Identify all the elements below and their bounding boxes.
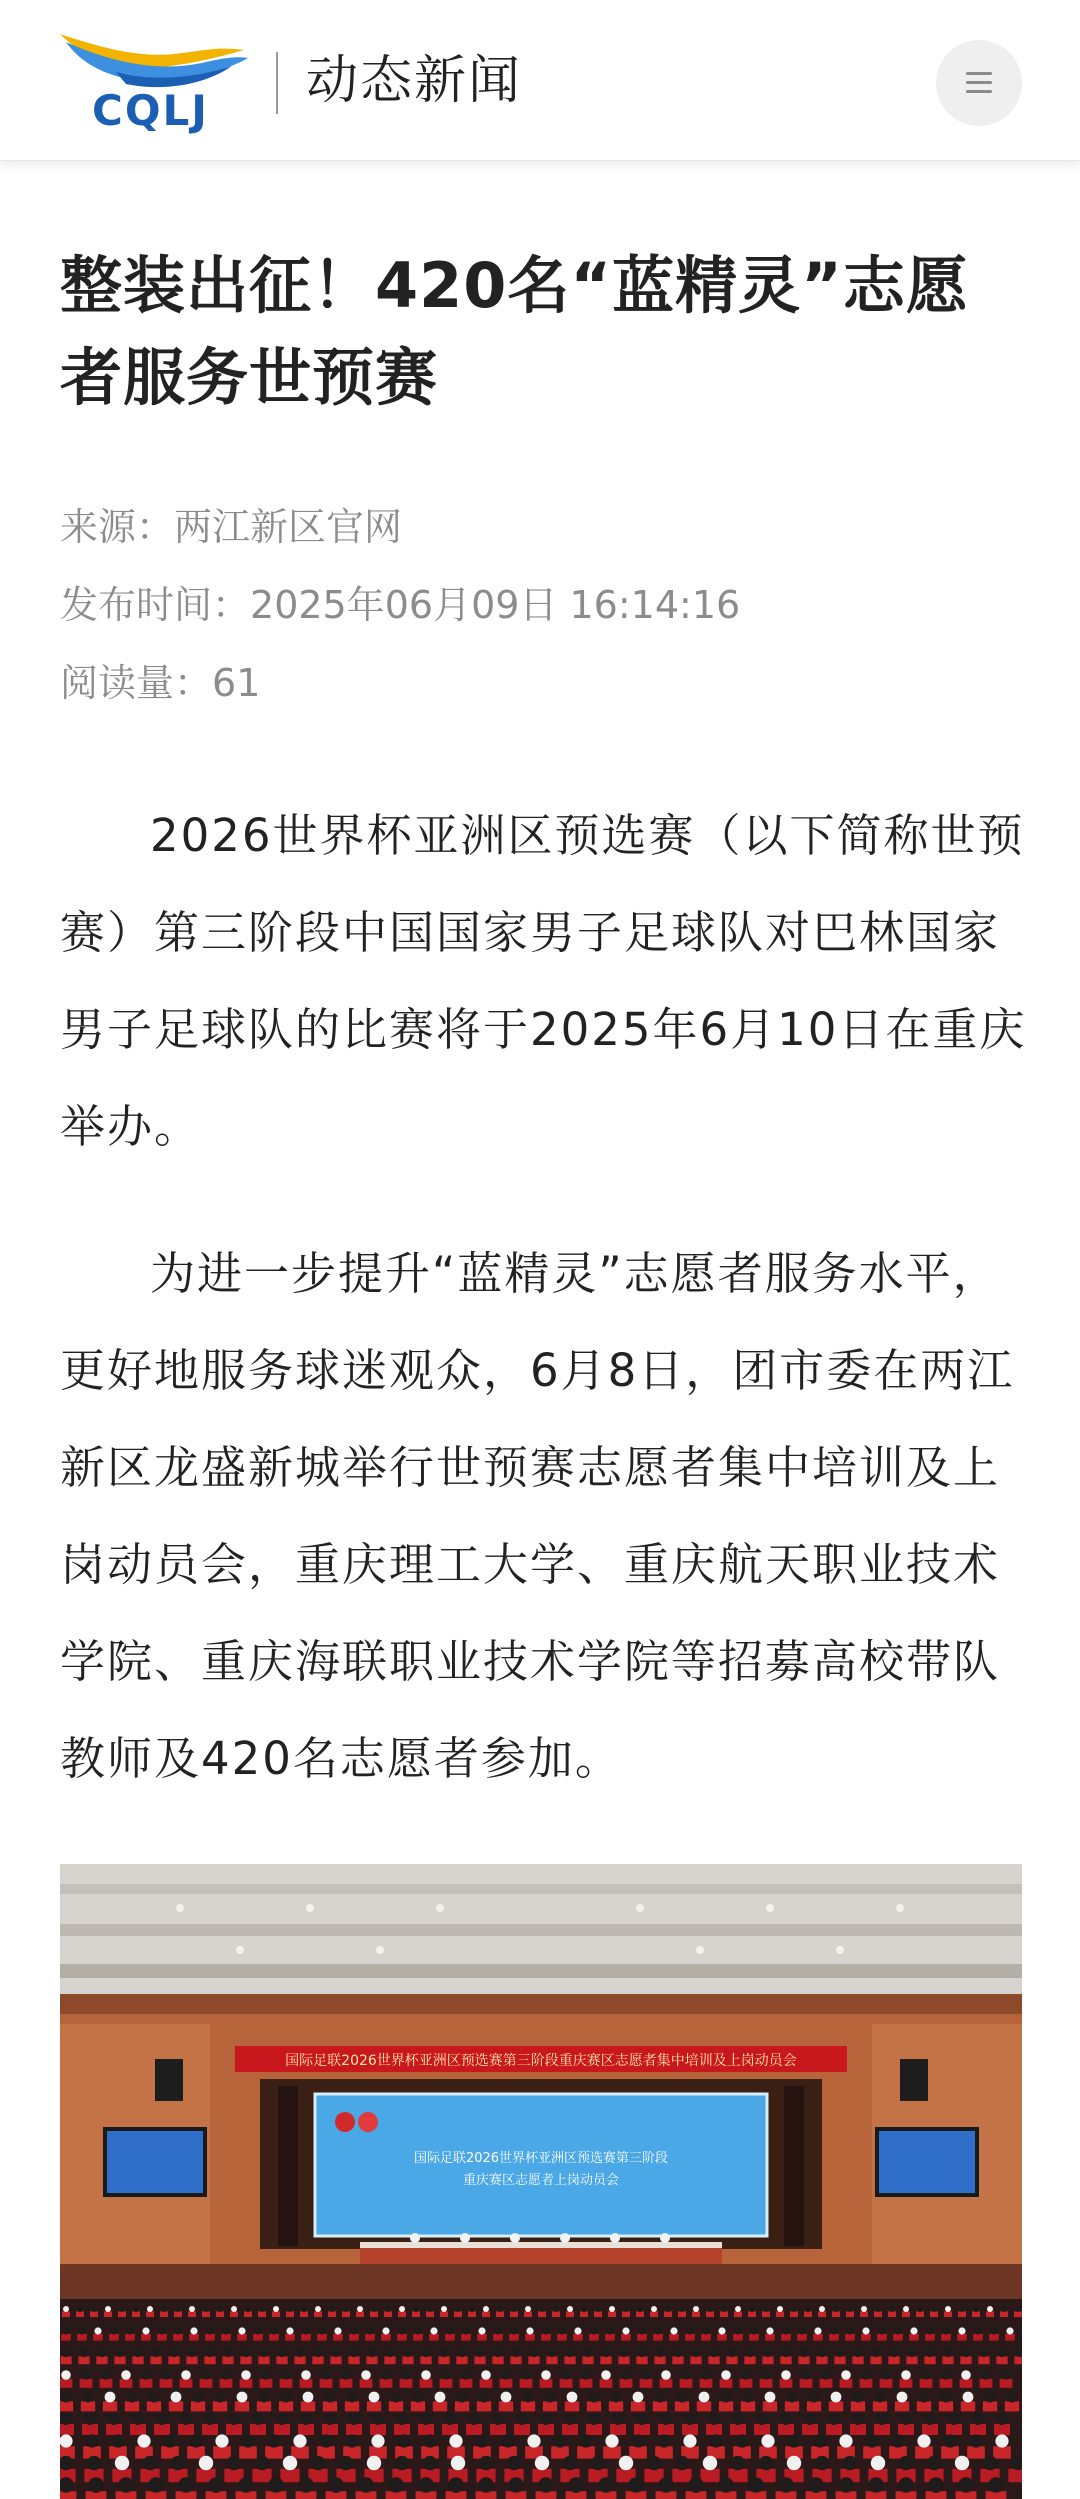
top-header [0,0,1080,161]
site-logo[interactable] [56,28,252,136]
article-title: 整装出征！420名“蓝精灵”志愿者服务世预赛 [60,249,969,414]
source-label: 来源： [60,505,175,549]
menu-button[interactable] [936,40,1022,126]
article-publish-time [60,580,740,630]
read-count-value: 61 [212,661,261,705]
screen-line-1: 国际足联2026世界杯亚洲区预选赛第三阶段 [413,2151,669,2166]
article-paragraph: 为进一步提升“蓝精灵”志愿者服务水平，更好地服务球迷观众，6月8日，团市委在两江新区龙盛新城举行世预赛志愿者集中培训及上岗动员会，重庆理工大学、重庆航天职业技术学院、重庆海联职业技术学院等招募高校带队教师及420名志愿者参加。 [60,1247,1015,1785]
publish-time-value: 2025年06月09日 16:14:16 [250,583,741,627]
article-photo[interactable] [60,1864,1022,2499]
banner-text: 国际足联2026世界杯亚洲区预选赛第三阶段重庆赛区志愿者集中培训及上岗动员会 [285,2053,797,2069]
logo-text: CQLJ [92,86,209,135]
article-paragraph: 2026世界杯亚洲区预选赛（以下简称世预赛）第三阶段中国国家男子足球队对巴林国家男子足球队的比赛将于2025年6月10日在重庆举办。 [60,809,1027,1153]
section-title[interactable]: 动态新闻 [306,51,523,111]
auditorium-photo [60,1864,1022,2499]
article-source [60,502,402,552]
screen-line-2: 重庆赛区志愿者上岗动员会 [462,2173,620,2188]
read-count-label: 阅读量： [60,661,213,705]
article-read-count [60,658,260,708]
publish-time-label: 发布时间： [60,583,251,627]
header-divider [276,52,278,114]
source-value: 两江新区官网 [174,505,403,549]
